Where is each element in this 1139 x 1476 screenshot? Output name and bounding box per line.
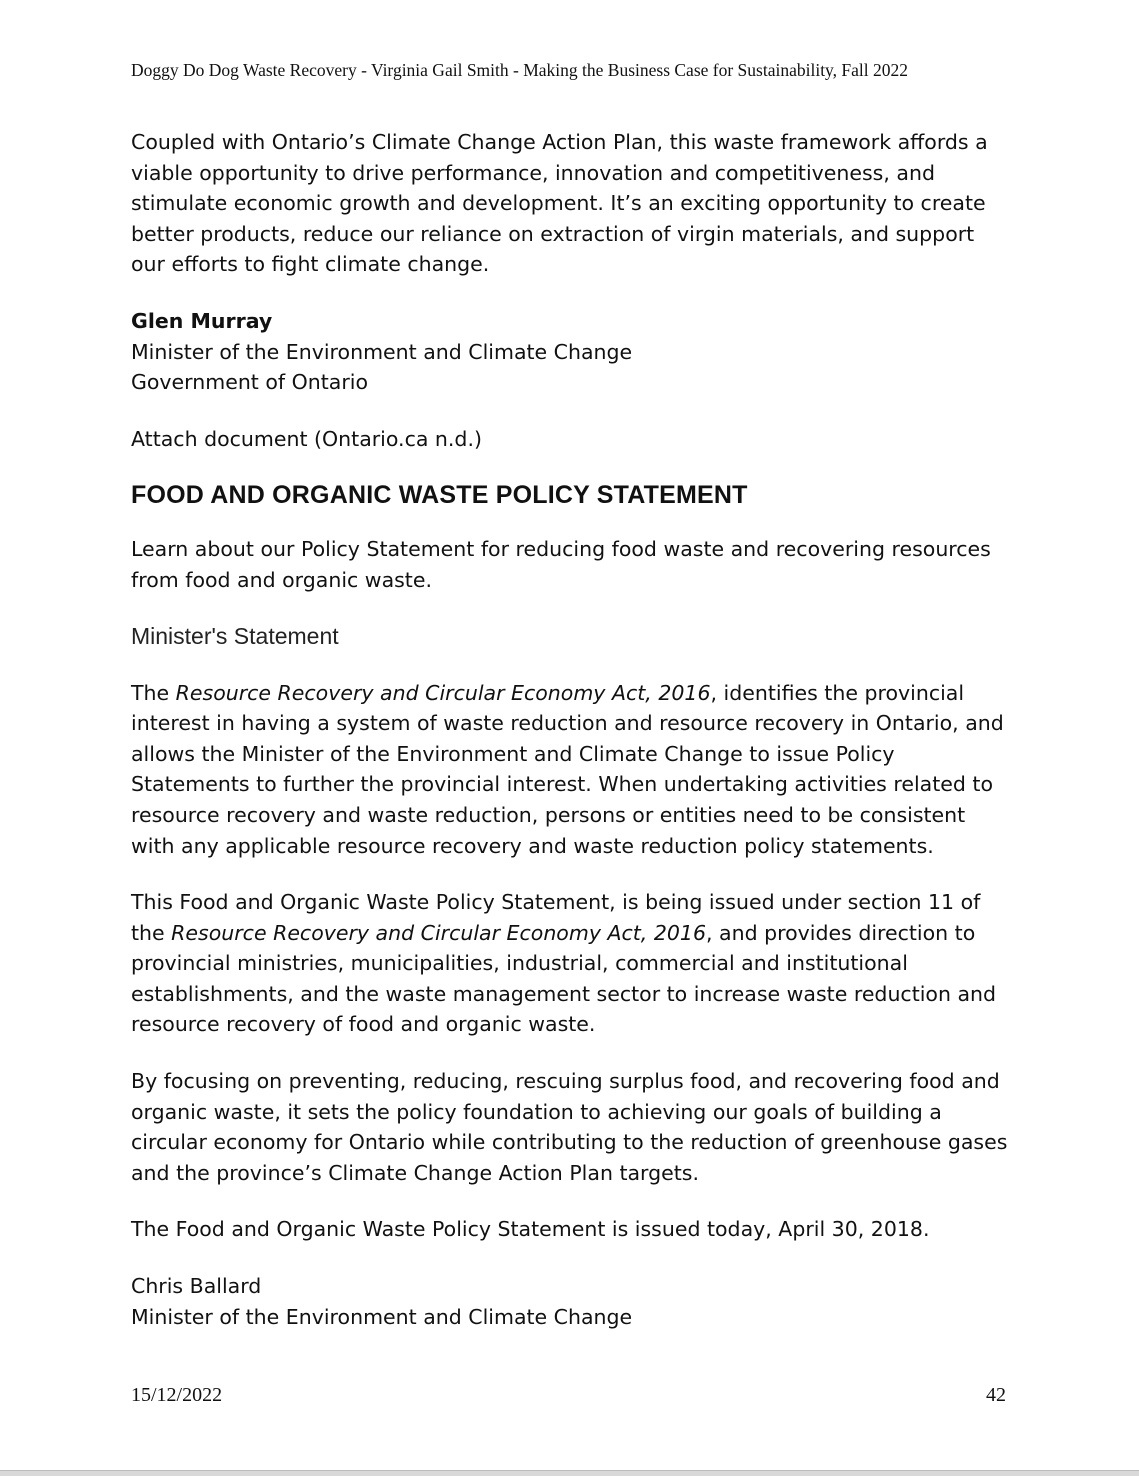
paragraph-act-intro-post: , identifies the provincial interest in having a system of waste reduction and resource recovery in Ontario, and allows the Minister of the Environment and Climate Change to issue Policy Statements to further the provincial interest. When undertaking activities related to resource recovery and waste reduction, persons or entities need to be consistent with any applicable resource recovery and waste reduction policy statements. — [131, 680, 1004, 858]
section-intro: Learn about our Policy Statement for reducing food waste and recovering resources from food and organic waste. — [131, 537, 991, 592]
attach-note: Attach document (Ontario.ca n.d.) — [131, 426, 482, 451]
signature-name: Chris Ballard — [131, 1274, 262, 1299]
section-heading: FOOD AND ORGANIC WASTE POLICY STATEMENT — [131, 481, 748, 510]
section-subheading: Minister's Statement — [131, 622, 339, 649]
page-number: 42 — [986, 1384, 1006, 1406]
intro-paragraph: Coupled with Ontario’s Climate Change Action Plan, this waste framework affords a viable opportunity to drive performance, innovation and competitiveness, and stimulate economic growth and development. It’s an exciting opportunity to create better products, reduce our reliance on extraction of virgin materials, and support our efforts to fight climate change. — [131, 130, 988, 277]
paragraph-act-intro-pre: The — [131, 680, 176, 705]
footer-date: 15/12/2022 — [131, 1384, 223, 1406]
paragraph-policy-issued-post: , and provides direction to provincial ministries, municipalities, industrial, commercial and institutional establishments, and the waste management sector to increase waste reduction and resource recovery of food and organic waste. — [131, 920, 997, 1037]
paragraph-policy-issued — [131, 887, 1011, 1040]
page-header: Doggy Do Dog Waste Recovery - Virginia Gail Smith - Making the Business Case for Sustainability, Fall 2022 — [131, 60, 909, 80]
act-title: Resource Recovery and Circular Economy Act, 2016 — [171, 920, 707, 945]
signature-title: Minister of the Environment and Climate Change — [131, 1304, 633, 1329]
signature-name: Glen Murray — [131, 308, 273, 333]
paragraph-focus: By focusing on preventing, reducing, rescuing surplus food, and recovering food and organic waste, it sets the policy foundation to achieving our goals of building a circular economy for Ontario while contributing to the reduction of greenhouse gases and the province’s Climate Change Action Plan targets. — [131, 1069, 1008, 1185]
paragraph-issued-date: The Food and Organic Waste Policy Statement is issued today, April 30, 2018. — [131, 1217, 930, 1242]
page-content — [131, 127, 1011, 1332]
signature-title: Minister of the Environment and Climate Change — [131, 339, 633, 364]
page-bottom-border — [0, 1470, 1139, 1476]
act-title: Resource Recovery and Circular Economy Act, 2016 — [175, 680, 711, 705]
paragraph-act-intro — [131, 678, 1011, 862]
paragraph-policy-issued-pre: This Food and Organic Waste Policy Statement, is being issued under section 11 of the — [131, 890, 981, 945]
signature-organization: Government of Ontario — [131, 370, 369, 395]
